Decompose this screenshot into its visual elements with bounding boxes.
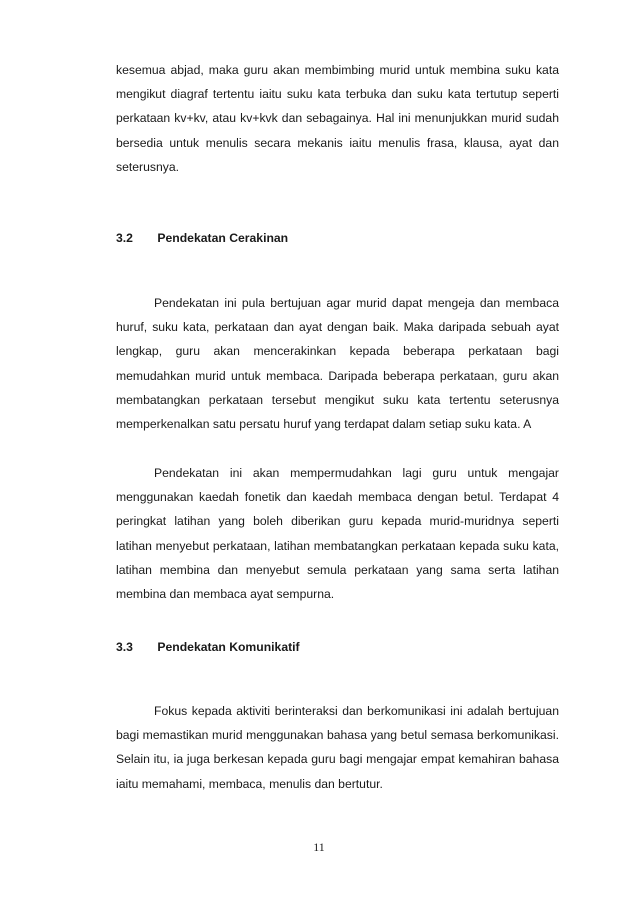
section-heading-3-2 — [116, 231, 288, 245]
section-number: 3.2 — [116, 231, 133, 245]
paragraph-komunikatif-1: Fokus kepada aktiviti berinteraksi dan berkomunikasi ini adalah bertujuan bagi memastikan murid menggunakan bahasa yang betul semasa berkomunikasi. Selain itu, ia juga berkesan kepada guru bagi mengajar empat kemahiran bahasa iaitu memahami, membaca, menulis dan bertutur. — [116, 704, 559, 791]
intro-paragraph: kesemua abjad, maka guru akan membimbing murid untuk membina suku kata mengikut diagraf tertentu iaitu suku kata terbuka dan suku kata tertutup seperti perkataan kv+kv, atau kv+kvk dan sebagainya. Hal ini menunjukkan murid sudah bersedia untuk menulis secara mekanis iaitu menulis frasa, klausa, ayat dan seterusnya. — [116, 63, 559, 174]
paragraph-cerakinan-2: Pendekatan ini akan mempermudahkan lagi guru untuk mengajar menggunakan kaedah fonetik dan kaedah membaca dengan betul. Terdapat 4 peringkat latihan yang boleh diberikan guru kepada murid-muridnya seperti latihan menyebut perkataan, latihan membatangkan perkataan kepada suku kata, latihan membina dan menyebut semula perkataan yang sama serta latihan membina dan membaca ayat sempurna. — [116, 466, 559, 602]
section-heading-3-3 — [116, 640, 300, 654]
section-number: 3.3 — [116, 640, 133, 654]
section-title: Pendekatan Komunikatif — [157, 640, 300, 654]
paragraph-cerakinan-1: Pendekatan ini pula bertujuan agar murid dapat mengeja dan membaca huruf, suku kata, perkataan dan ayat dengan baik. Maka daripada sebuah ayat lengkap, guru akan mencerakinkan kepada beberapa perkataan bagi memudahkan murid untuk membaca. Daripada beberapa perkataan, guru akan membatangkan perkataan tersebut mengikut suku kata tertentu seterusnya memperkenalkan satu persatu huruf yang terdapat dalam setiap suku kata. A — [116, 296, 559, 432]
section-title: Pendekatan Cerakinan — [157, 231, 289, 245]
page-number: 11 — [313, 840, 325, 854]
